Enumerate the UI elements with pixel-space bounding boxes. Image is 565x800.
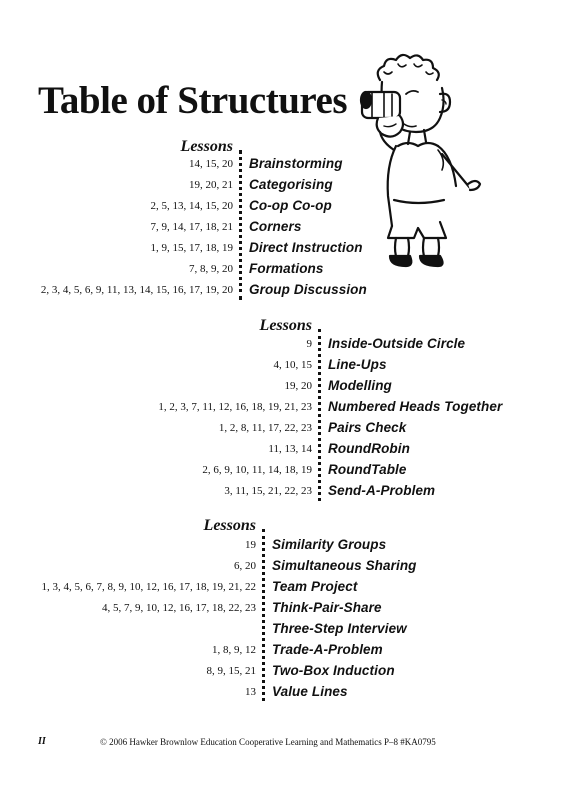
lesson-numbers: 2, 3, 4, 5, 6, 9, 11, 13, 14, 15, 16, 17, 19, 20 <box>40 284 233 296</box>
lesson-numbers: 2, 5, 13, 14, 15, 20 <box>150 200 233 212</box>
structure-name: Send-A-Problem <box>328 483 436 498</box>
structure-name: Modelling <box>328 378 392 393</box>
page-number: II <box>38 736 46 747</box>
lesson-numbers: 19, 20, 21 <box>189 179 233 191</box>
lesson-numbers: 1, 2, 8, 11, 17, 22, 23 <box>218 422 312 434</box>
structure-name: Categorising <box>249 177 333 192</box>
structure-name: RoundRobin <box>328 441 410 456</box>
structure-name: Line-Ups <box>328 357 387 372</box>
structure-name: Simultaneous Sharing <box>272 558 417 573</box>
page-footer <box>0 736 565 752</box>
lesson-numbers: 19 <box>245 539 256 551</box>
lesson-numbers: 7, 8, 9, 20 <box>189 263 233 275</box>
structure-name: Numbered Heads Together <box>328 399 503 414</box>
structure-name: Three-Step Interview <box>272 621 407 636</box>
structure-name: RoundTable <box>328 462 407 477</box>
structure-name: Direct Instruction <box>249 240 363 255</box>
lesson-numbers: 4, 10, 15 <box>273 359 312 371</box>
structure-name: Think-Pair-Share <box>272 600 382 615</box>
lesson-numbers: 8, 9, 15, 21 <box>206 665 256 677</box>
structure-name: Inside-Outside Circle <box>328 336 466 351</box>
copyright-line: © 2006 Hawker Brownlow Education Cooperative Learning and Mathematics P–8 #KA0795 <box>100 737 436 747</box>
page-title: Table of Structures <box>38 79 348 122</box>
structure-name: Similarity Groups <box>272 537 387 552</box>
dotted-divider <box>262 529 268 701</box>
structure-name: Pairs Check <box>328 420 407 435</box>
lesson-numbers: 1, 8, 9, 12 <box>212 644 256 656</box>
structure-name: Group Discussion <box>249 282 367 297</box>
lesson-numbers: 3, 11, 15, 21, 22, 23 <box>224 485 312 497</box>
lessons-heading: Lessons <box>259 317 312 334</box>
lesson-numbers: 1, 2, 3, 7, 11, 12, 16, 18, 19, 21, 23 <box>158 401 312 413</box>
lesson-numbers: 2, 6, 9, 10, 11, 14, 18, 19 <box>202 464 312 476</box>
lesson-numbers: 13 <box>245 686 256 698</box>
structure-name: Brainstorming <box>249 156 343 171</box>
structure-name: Team Project <box>272 579 358 594</box>
structure-name: Value Lines <box>272 684 348 699</box>
lessons-heading: Lessons <box>180 138 233 155</box>
dotted-divider <box>239 150 245 300</box>
lesson-numbers: 9 <box>306 338 312 350</box>
structure-name: Two-Box Induction <box>272 663 395 678</box>
lesson-numbers: 11, 13, 14 <box>268 443 312 455</box>
lesson-numbers: 4, 5, 7, 9, 10, 12, 16, 17, 18, 22, 23 <box>102 602 256 614</box>
lesson-numbers: 6, 20 <box>234 560 256 572</box>
structure-name: Co-op Co-op <box>249 198 332 213</box>
lesson-numbers: 1, 3, 4, 5, 6, 7, 8, 9, 10, 12, 16, 17, 18, 19, 21, 22 <box>41 581 256 593</box>
lesson-numbers: 7, 9, 14, 17, 18, 21 <box>150 221 233 233</box>
lesson-numbers: 19, 20 <box>284 380 312 392</box>
lessons-heading: Lessons <box>203 517 256 534</box>
lesson-numbers: 14, 15, 20 <box>189 158 233 170</box>
structure-name: Formations <box>249 261 324 276</box>
boy-with-binoculars-icon <box>358 50 483 275</box>
structure-name: Corners <box>249 219 302 234</box>
dotted-divider <box>318 329 324 501</box>
lesson-numbers: 1, 9, 15, 17, 18, 19 <box>150 242 233 254</box>
structure-name: Trade-A-Problem <box>272 642 383 657</box>
